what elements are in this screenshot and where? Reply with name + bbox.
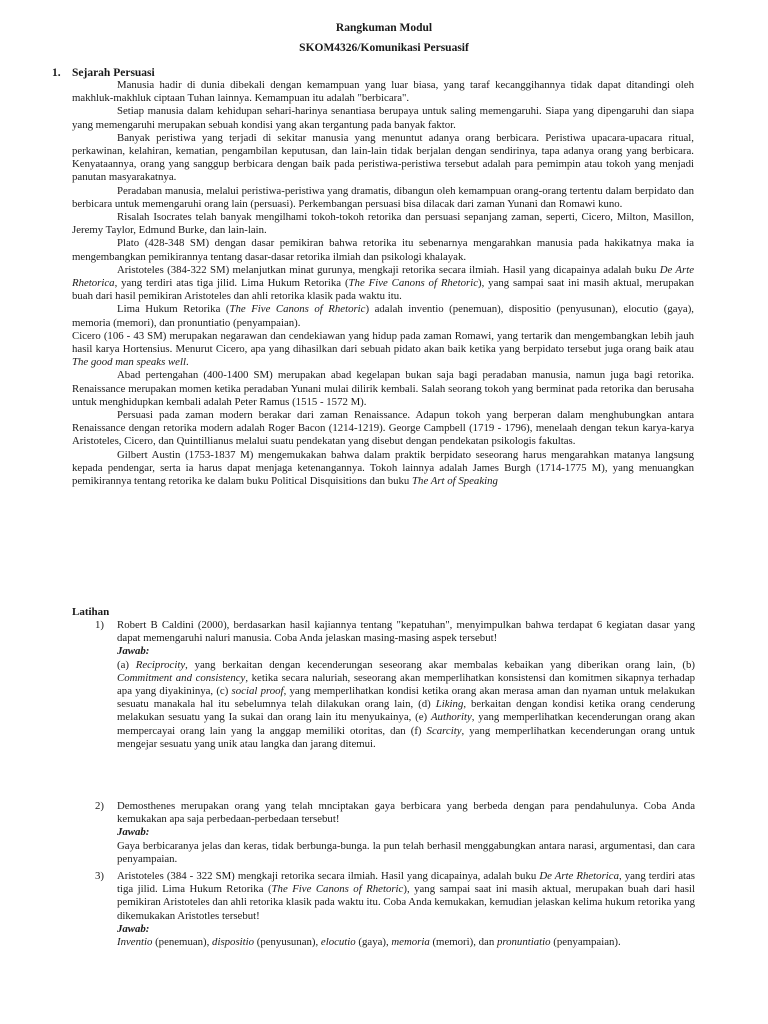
exercise-item xyxy=(95,870,695,949)
answer-label: Jawab: xyxy=(117,922,150,935)
paragraph: Persuasi pada zaman modern berakar dari zaman Renaissance. Adapun tokoh yang berperan dalam menghubungkan antara Renaissance dengan retorika modern adalah Roger Bacon (1214-1219). George Campbell (1719 - 1796), menelaah dengan tekun karya-karya Aristoteles, Cicero, dan Quintillianus melalui suatu pendekatan yang disebut dengan pendekatan psikologis fakultas. xyxy=(72,409,694,448)
exercise-question: Robert B Caldini (2000), berdasarkan hasil kajiannya tentang "kepatuhan", menyimpulkan bahwa terdapat 6 kegiatan dasar yang dapat memengaruhi naluri manusia. Coba Anda jelaskan masing-masing aspek tersebut! xyxy=(117,619,695,645)
exercise-answer: (a) Reciprocity, yang berkaitan dengan kecenderungan seseorang akar membalas kebaikan yang diberikan orang lain, (b) Commitment and consistency, ketika secara naluriah, seseorang akan memperlihatkan konsistensi dan komitmen sikapnya terhadap apa yang diyakininya, (c) social proof, yang memperlihatkan kondisi ketika orang akan merasa aman dan nyaman untuk melakukan sesuatu manakala hal itu sebelumnya telah dilakukan orang lain, (d) Liking, berkaitan dengan kondisi ketika orang cenderung melakukan sesuatu yang Ia sukai dan orang lain itu menyukainya, (e) Authority, yang memperlihatkan kecenderungan orang akan mempercayai orang lain yang la anggap memiliki otoritas, dan (f) Scarcity, yang memperlihatkan kecenderungan orang untuk mengejar sesuatu yang unik atau langka dan jarang ditemui. xyxy=(117,658,696,750)
section-title: Sejarah Persuasi xyxy=(72,67,155,79)
paragraph: Peradaban manusia, melalui peristiwa-peristiwa yang dramatis, dibangun oleh kemampuan orang-orang tertentu dalam berpidato dan berbicara untuk memengaruhi orang lain (persuasi). Perkembangan persuasi bisa dilacak dari zaman Yunani dan Romawi kuno. xyxy=(72,184,694,210)
paragraph: Aristoteles (384-322 SM) melanjutkan minat gurunya, mengkaji retorika secara ilmiah. Hasil yang dicapainya adalah buku De Arte Rhetorica, yang terdiri atas tiga jilid. Lima Hukum Retorika (The Five Canons of Rhetoric), yang sampai saat ini masih aktual, merupakan buah dari hasil pemikiran Aristoteles dan ahli retorika klasik pada waktu itu. xyxy=(72,263,695,303)
answer-label: Jawab: xyxy=(117,826,150,839)
exercise-item xyxy=(95,619,695,751)
paragraph: Abad pertengahan (400-1400 SM) merupakan abad kegelapan bukan saja bagi peradaban manusia, namun juga bagi retorika. Renaissance merupakan momen ketika peradaban Yunani mulai dilirik kembali. Salah seorang tokoh yang berminat pada retorika dan berusaha untuk menghidupkan kembali adalah Peter Ramus (1515 - 1572 M). xyxy=(72,369,694,408)
paragraph: Banyak peristiwa yang terjadi di sekitar manusia yang menuntut adanya orang berbicara. Peristiwa upacara-upacara ritual, perkawinan, kelahiran, kematian, pengambilan keputusan, dan lain-lain tidak berjalan dengan sendirinya, tapa adanya orang yang berbicara. Kenyataannya, orang yang sanggup berbicara dengan baik pada peristiwa-peristiwa tersebut adalah para pemimpin atau tokoh yang menjadi panutan masyarakatnya. xyxy=(72,131,694,184)
paragraph: Lima Hukum Retorika (The Five Canons of Rhetoric) adalah inventio (penemuan), dispositio (penyusunan), elocutio (gaya), memoria (memori), dan pronuntiatio (penyampaian). xyxy=(72,303,694,329)
exercise-number: 3) xyxy=(95,870,104,882)
section-heading xyxy=(52,66,155,80)
exercise-number: 2) xyxy=(95,800,104,812)
paragraph: Risalah Isocrates telah banyak mengilhami tokoh-tokoh retorika dan persuasi sepanjang zaman, seperti, Cicero, Milton, Masillon, Jeremy Taylor, Edmund Burke, dan lain-lain. xyxy=(72,211,694,237)
exercise-question: Demosthenes merupakan orang yang telah mnciptakan gaya berbicara yang berbeda dengan para pendahulunya. Coba Anda kemukakan apa saja perbedaan-perbedaan tersebut! xyxy=(117,800,695,826)
answer-label: Jawab: xyxy=(117,645,150,658)
section-number: 1. xyxy=(52,67,61,79)
paragraph: Plato (428-348 SM) dengan dasar pemikiran bahwa retorika itu sebenarnya mengarahkan manusia pada hakikatnya maka ia mengembangkan pemikirannya tentang dasar-dasar retorika ilmiah dan psikologi khalayak. xyxy=(72,237,694,263)
exercise-item xyxy=(95,800,695,866)
latihan-heading: Latihan xyxy=(72,606,110,618)
section-body xyxy=(72,79,694,488)
paragraph: Cicero (106 - 43 SM) merupakan negarawan dan cendekiawan yang hidup pada zaman Romawi, yang tertarik dan mengembangkan lebih jauh hasil karya Hortensius. Menurut Cicero, apa yang dihasilkan dari sebuah pidato akan baik ketika yang berpidato tersebut juga orang baik atau The good man speaks well. xyxy=(72,329,694,369)
paragraph: Manusia hadir di dunia dibekali dengan kemampuan yang luar biasa, yang taraf kecanggihannya tidak dapat ditandingi oleh makhluk-makhluk ciptaan Tuhan lainnya. Kemampuan itu adalah "berbicara". xyxy=(72,79,694,105)
exercise-answer: Inventio (penemuan), dispositio (penyusunan), elocutio (gaya), memoria (memori), dan pronuntiatio (penyampaian). xyxy=(117,936,621,949)
exercise-question: Aristoteles (384 - 322 SM) mengkaji retorika secara ilmiah. Hasil yang dicapainya, adalah buku De Arte Rhetorica, yang terdiri atas tiga jilid. Lima Hukum Retorika (The Five Canons of Rhetoric), yang sampai saat ini masih aktual, merupakan buah dari hasil pemikiran Aristoteles dan ahli retorika klasik pada waktu itu. Coba Anda kemukakan, kemudian jelaskan kelima hukum retorika yang dikemukakan Aristotles tersebut! xyxy=(117,870,695,922)
paragraph: Gilbert Austin (1753-1837 M) mengemukakan bahwa dalam praktik berpidato seseorang harus mengarahkan matanya langsung kepada pendengar, serta ia harus dapat menjaga ketenangannya. Tokoh lainnya adalah James Burgh (1714-1775 M), yang menuangkan pemikirannya tentang retorika ke dalam buku Political Disquisitions dan buku The Art of Speaking xyxy=(72,448,694,488)
document-subtitle: SKOM4326/Komunikasi Persuasif xyxy=(299,42,469,54)
exercise-answer: Gaya berbicaranya jelas dan keras, tidak berbunga-bunga. la pun telah berhasil menggabungkan antara narasi, argumentasi, dan cara penyampaian. xyxy=(117,839,695,865)
exercise-number: 1) xyxy=(95,619,104,631)
paragraph: Setiap manusia dalam kehidupan sehari-harinya senantiasa berupaya untuk saling memengaruhi. Siapa yang dipengaruhi dan siapa yang memengaruhi merupakan sebuah kondisi yang akan tergantung pada banyak faktor. xyxy=(72,105,694,131)
document-title: Rangkuman Modul xyxy=(335,22,433,34)
